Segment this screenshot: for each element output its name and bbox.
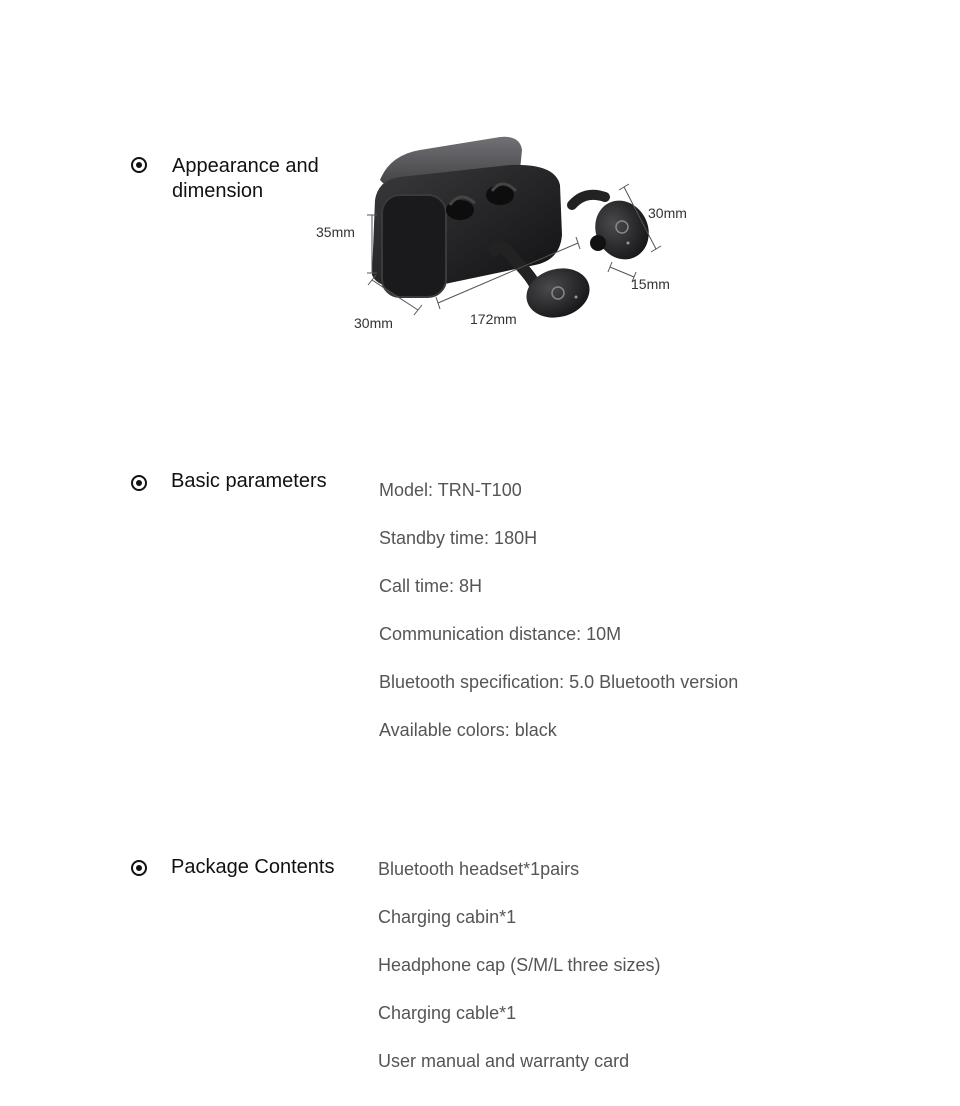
package-item: Bluetooth headset*1pairs — [378, 859, 580, 879]
section-title-appearance — [172, 154, 319, 204]
earbud-back — [572, 192, 658, 268]
dim-case-height: 35mm — [316, 224, 355, 240]
dim-earbud-height: 30mm — [648, 205, 687, 221]
package-item: User manual and warranty card — [378, 1051, 630, 1071]
dim-case-length: 172mm — [470, 311, 517, 327]
param-item: Available colors: black — [379, 720, 557, 740]
earbuds-case-image — [310, 125, 700, 340]
param-item: Bluetooth specification: 5.0 Bluetooth version — [379, 672, 739, 692]
radio-bullet-icon — [131, 157, 147, 173]
section-title-basic-parameters: Basic parameters — [171, 470, 327, 492]
dim-earbud-depth: 15mm — [631, 276, 670, 292]
package-item: Charging cabin*1 — [378, 907, 517, 927]
radio-bullet-icon — [131, 475, 147, 491]
section-title-package-contents: Package Contents — [171, 856, 335, 878]
package-item: Charging cable*1 — [378, 1003, 517, 1023]
dim-case-depth: 30mm — [354, 315, 393, 331]
section-title-appearance-line1: Appearance and — [172, 155, 319, 177]
param-item: Standby time: 180H — [379, 528, 538, 548]
radio-bullet-icon — [131, 860, 147, 876]
package-item: Headphone cap (S/M/L three sizes) — [378, 955, 661, 975]
param-item: Call time: 8H — [379, 576, 483, 596]
param-item: Communication distance: 10M — [379, 624, 622, 644]
section-title-appearance-line2: dimension — [172, 180, 264, 202]
param-item: Model: TRN-T100 — [379, 480, 522, 500]
